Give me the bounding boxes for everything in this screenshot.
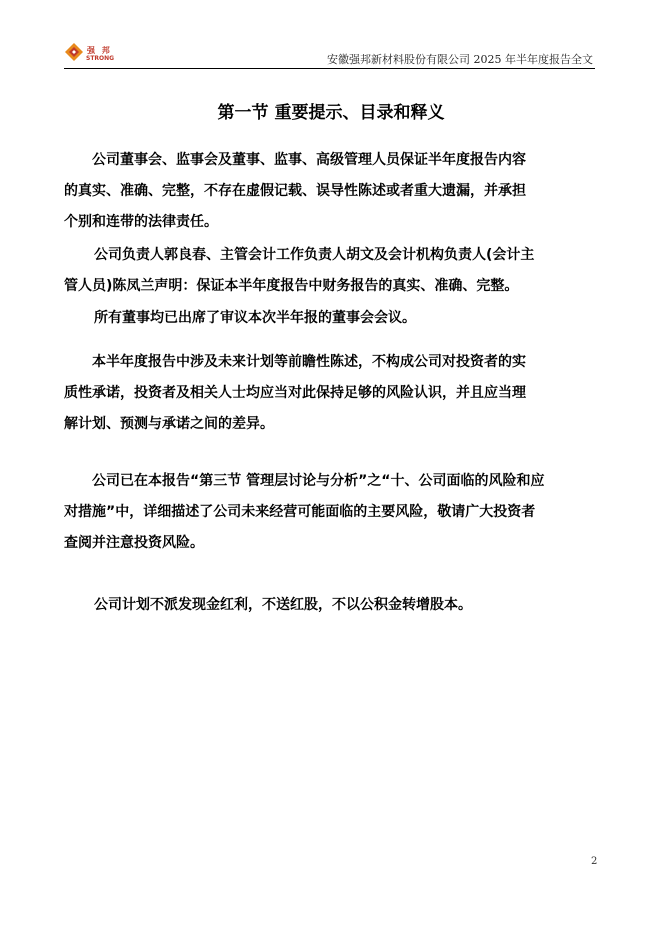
report-header-title: 安徽强邦新材料股份有限公司 2025 年半年度报告全文 bbox=[327, 53, 593, 66]
page-header bbox=[64, 40, 595, 69]
paragraph-line: 公司董事会、监事会及董事、监事、高级管理人员保证半年度报告内容 bbox=[92, 152, 526, 168]
paragraph-dividend-plan bbox=[64, 590, 604, 621]
section-title: 第一节 重要提示、目录和释义 bbox=[217, 103, 445, 123]
paragraph-line: 公司计划不派发现金红利，不送红股，不以公积金转增股本。 bbox=[94, 597, 472, 613]
company-logo bbox=[64, 40, 124, 66]
paragraph-line: 的真实、准确、完整，不存在虚假记载、误导性陈述或者重大遗漏，并承担 bbox=[64, 183, 526, 199]
paragraph-line: 对措施”中，详细描述了公司未来经营可能面临的主要风险，敬请广大投资者 bbox=[64, 504, 536, 520]
strong-logo-icon bbox=[64, 42, 84, 62]
paragraph-responsibility-statement bbox=[64, 145, 604, 238]
logo-english-name: STRONG bbox=[86, 55, 115, 62]
paragraph-line: 个别和连带的法律责任。 bbox=[64, 214, 218, 230]
paragraph-line: 本半年度报告中涉及未来计划等前瞻性陈述，不构成公司对投资者的实 bbox=[92, 354, 526, 370]
page-number: 2 bbox=[591, 856, 598, 867]
paragraph-line: 公司已在本报告“第三节 管理层讨论与分析”之“十、公司面临的风险和应 bbox=[92, 473, 545, 489]
logo-chinese-name: 强 邦 bbox=[87, 45, 112, 55]
paragraph-principal-statement bbox=[64, 240, 604, 302]
paragraph-line: 查阅并注意投资风险。 bbox=[64, 535, 204, 551]
paragraph-line: 管人员)陈凤兰声明：保证本半年度报告中财务报告的真实、准确、完整。 bbox=[64, 278, 519, 294]
paragraph-risk-notice bbox=[64, 466, 604, 559]
paragraph-line: 质性承诺，投资者及相关人士均应当对此保持足够的风险认识，并且应当理 bbox=[64, 385, 526, 401]
paragraph-line: 公司负责人郭良春、主管会计工作负责人胡文及会计机构负责人(会计主 bbox=[94, 247, 535, 263]
paragraph-line: 所有董事均已出席了审议本次半年报的董事会会议。 bbox=[94, 310, 416, 326]
paragraph-board-attendance bbox=[64, 303, 604, 334]
paragraph-line: 解计划、预测与承诺之间的差异。 bbox=[64, 416, 274, 432]
paragraph-forward-looking bbox=[64, 347, 604, 440]
